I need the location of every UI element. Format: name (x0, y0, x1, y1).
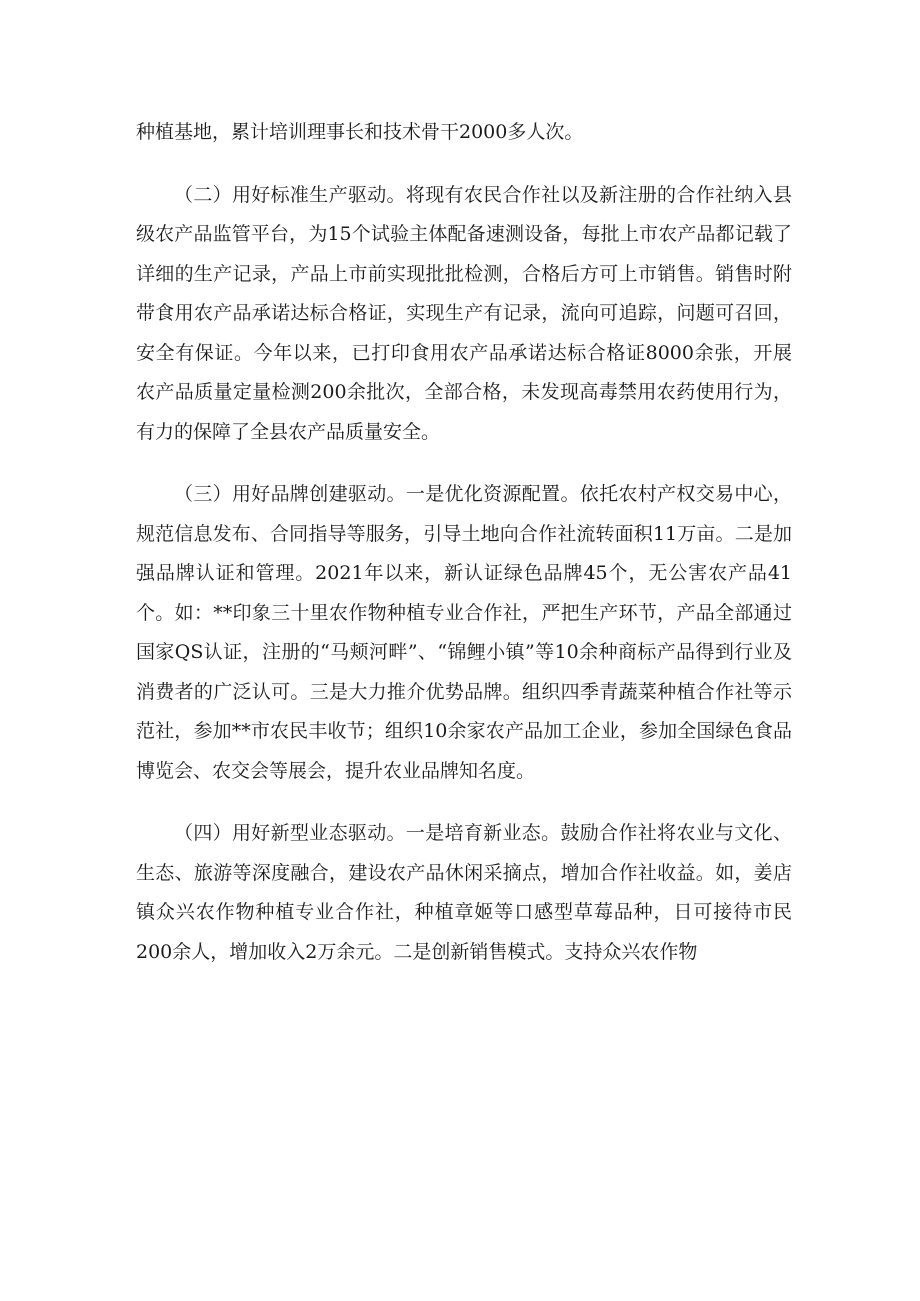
paragraph-training-base: 种植基地，累计培训理事长和技术骨干2000多人次。 (136, 121, 584, 143)
paragraph-new-business-formats: （四）用好新型业态驱动。一是培育新业态。鼓励合作社将农业与文化、生态、旅游等深度融合，建设农产品休闲采摘点，增加合作社收益。如，姜店镇众兴农作物种植专业合作社，种植章姬等口感型草莓品种，日可接待市民200余人，增加收入2万余元。二是创新销售模式。支持众兴农作物 (136, 822, 792, 963)
paragraph-brand-creation: （三）用好品牌创建驱动。一是优化资源配置。依托农村产权交易中心，规范信息发布、合同指导等服务，引导土地向合作社流转面积11万亩。二是加强品牌认证和管理。2021年以来，新认证绿色品牌45个，无公害农产品41个。如：**印象三十里农作物种植专业合作社，严把生产环节，产品全部通过国家QS认证，注册的“马颊河畔”、“锦鲤小镇”等10余种商标产品得到行业及消费者的广泛认可。三是大力推介优势品牌。组织四季青蔬菜种植合作社等示范社，参加**市农民丰收节；组织10余家农产品加工企业，参加全国绿色食品博览会、农交会等展会，提升农业品牌知名度。 (136, 483, 792, 782)
document-body (136, 113, 792, 972)
paragraph-standard-production: （二）用好标准生产驱动。将现有农民合作社以及新注册的合作社纳入县级农产品监管平台，为15个试验主体配备速测设备，每批上市农产品都记载了详细的生产记录，产品上市前实现批批检测，合格后方可上市销售。销售时附带食用农产品承诺达标合格证，实现生产有记录，流向可追踪，问题可召回，安全有保证。今年以来，已打印食用农产品承诺达标合格证8000余张，开展农产品质量定量检测200余批次，全部合格，未发现高毒禁用农药使用行为，有力的保障了全县农产品质量安全。 (136, 183, 792, 443)
